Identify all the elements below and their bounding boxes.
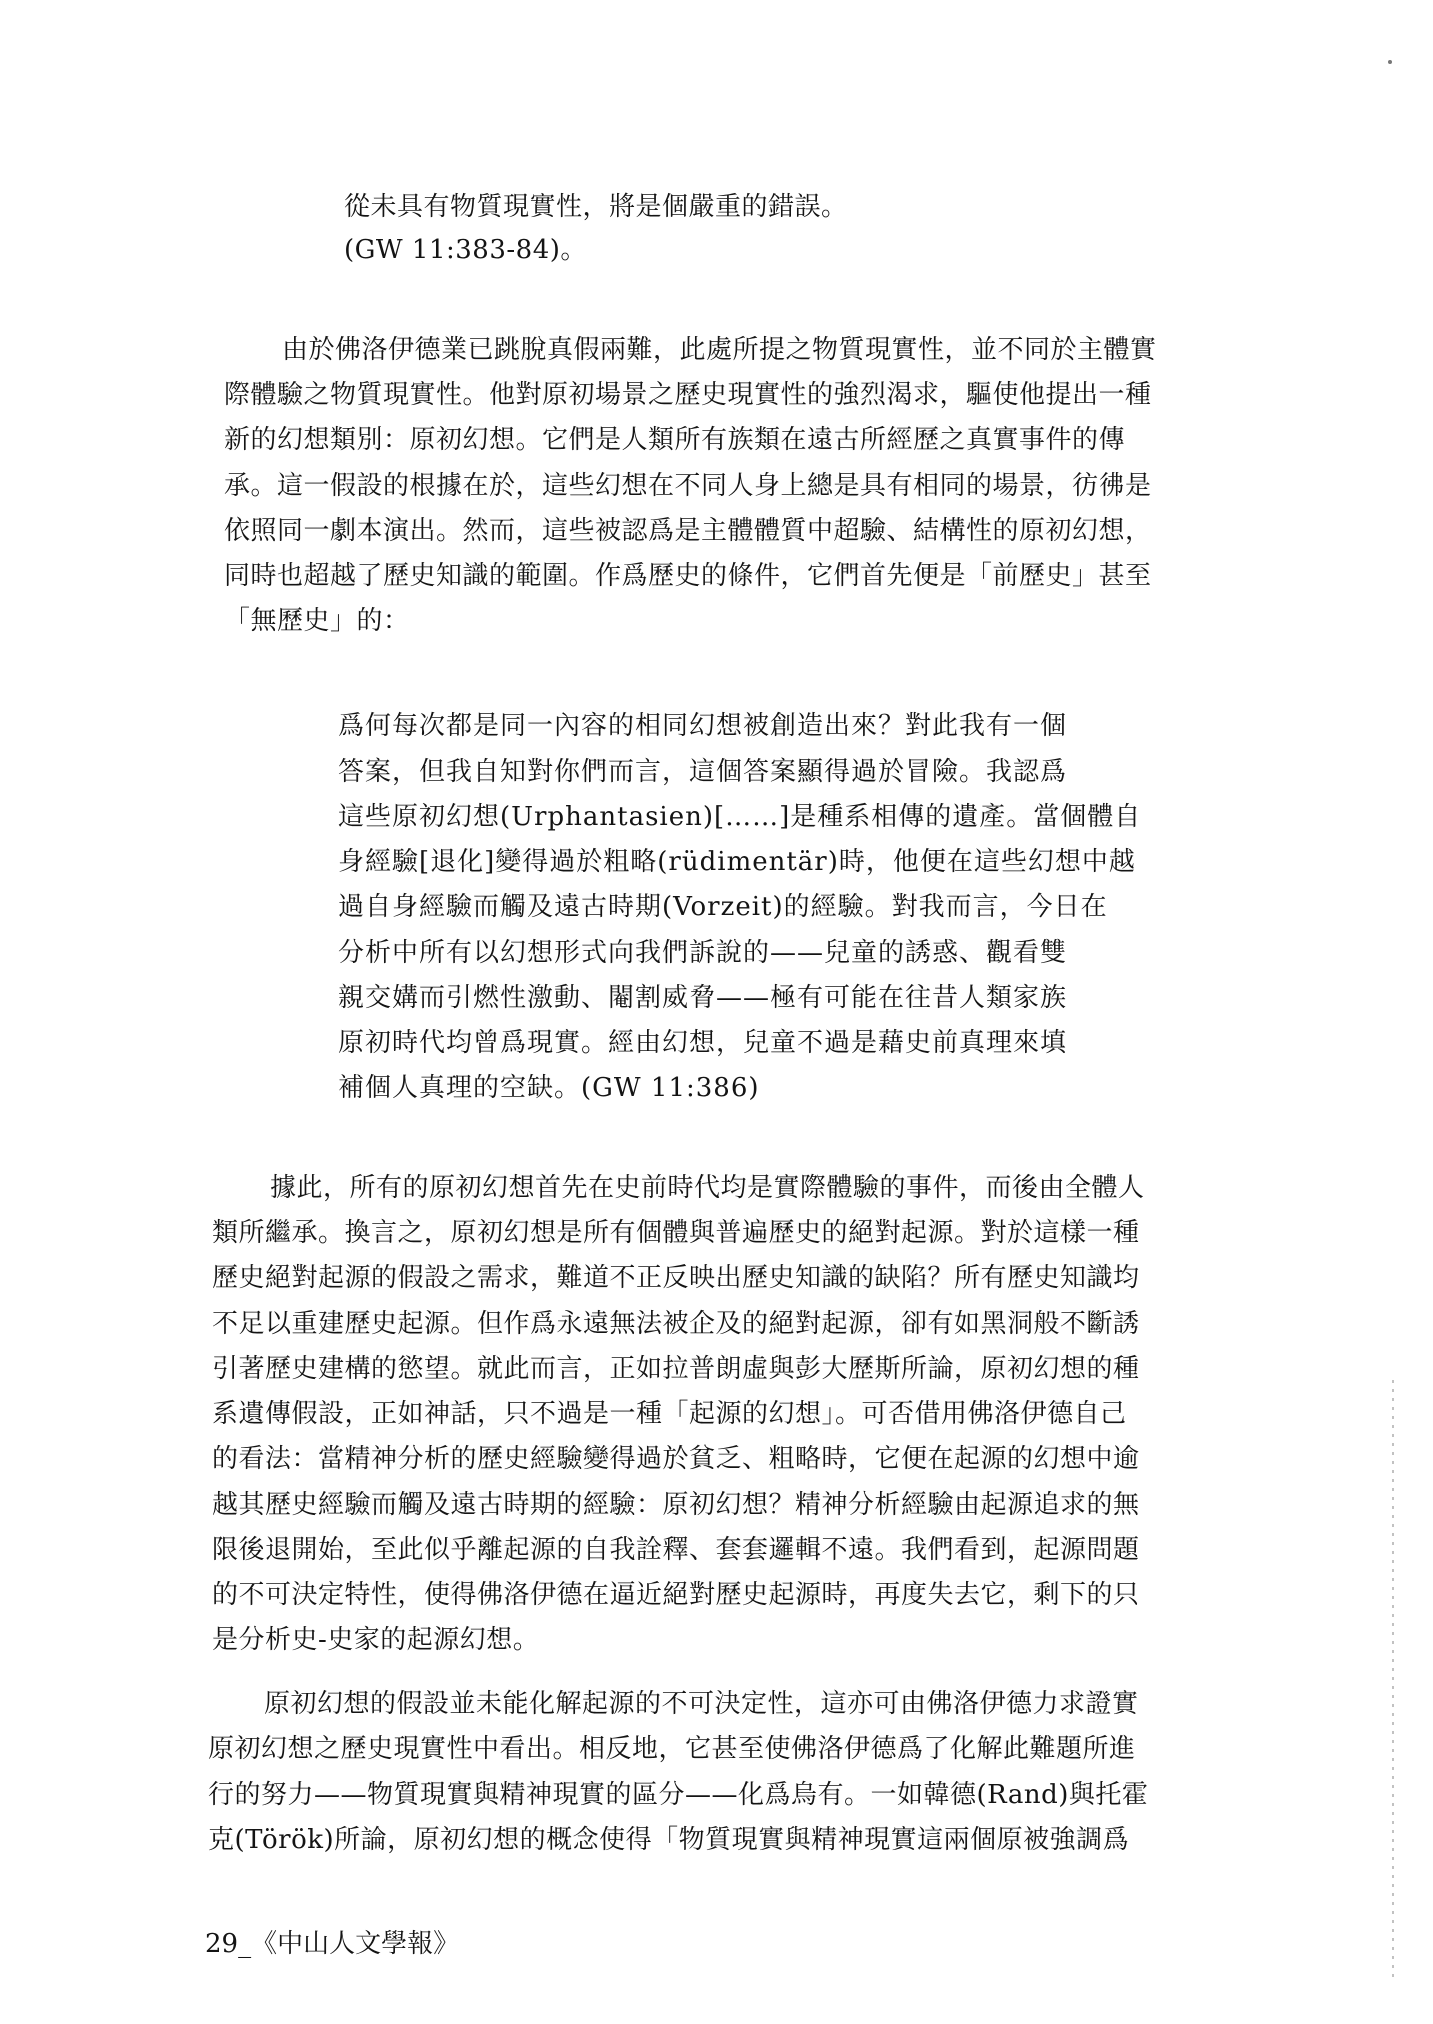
quote-line: 補個人真理的空缺。(GW 11:386) [338, 1073, 760, 1103]
text-line: 類所繼承。換言之，原初幻想是所有個體與普遍歷史的絕對起源。對於這樣一種 [212, 1218, 1140, 1248]
text-line: 的不可決定特性，使得佛洛伊德在逼近絕對歷史起源時，再度失去它，剩下的只 [212, 1580, 1140, 1610]
quote-line: 這些原初幻想(Urphantasien)[……]是種系相傳的遺產。當個體自 [338, 802, 1142, 832]
text-line: 原初幻想之歷史現實性中看出。相反地，它甚至使佛洛伊德爲了化解此難題所進 [208, 1734, 1136, 1764]
text-line: 限後退開始，至此似乎離起源的自我詮釋、套套邏輯不遠。我們看到，起源問題 [212, 1535, 1140, 1565]
page-number: 29 [205, 1929, 239, 1959]
text-line: 是分析史-史家的起源幻想。 [212, 1625, 540, 1655]
quote-line: 分析中所有以幻想形式向我們訴說的——兒童的誘惑、觀看雙 [338, 938, 1068, 968]
quote-line: 從未具有物質現實性，將是個嚴重的錯誤。 [344, 192, 848, 222]
scan-edge-mark [1392, 1380, 1394, 1980]
text-line: 由於佛洛伊德業已跳脫真假兩難，此處所提之物質現實性，並不同於主體實 [282, 335, 1157, 365]
text-line: 際體驗之物質現實性。他對原初場景之歷史現實性的強烈渴求，驅使他提出一種 [224, 380, 1152, 410]
quote-line: 爲何每次都是同一內容的相同幻想被創造出來？對此我有一個 [338, 711, 1068, 741]
text-line: 行的努力——物質現實與精神現實的區分——化爲烏有。一如韓德(Rand)與托霍 [208, 1780, 1149, 1810]
scan-dot-mark [1388, 60, 1392, 64]
journal-title: 《中山人文學報》 [251, 1929, 460, 1959]
text-line: 不足以重建歷史起源。但作爲永遠無法被企及的絕對起源，卻有如黑洞般不斷誘 [212, 1309, 1140, 1339]
quote-line: 身經驗[退化]變得過於粗略(rüdimentär)時，他便在這些幻想中越 [338, 847, 1136, 877]
quote-line: 答案，但我自知對你們而言，這個答案顯得過於冒險。我認爲 [338, 757, 1068, 787]
text-line: 引著歷史建構的慾望。就此而言，正如拉普朗虛與彭大歷斯所論，原初幻想的種 [212, 1354, 1140, 1384]
quote-line: 原初時代均曾爲現實。經由幻想，兒童不過是藉史前真理來填 [338, 1028, 1068, 1058]
citation: (GW 11:383-84)。 [344, 235, 587, 265]
text-line: 系遺傳假設，正如神話，只不過是一種「起源的幻想」。可否借用佛洛伊德自己 [212, 1399, 1127, 1429]
text-line: 承。這一假設的根據在於，這些幻想在不同人身上總是具有相同的場景，彷彿是 [224, 471, 1152, 501]
text-line: 同時也超越了歷史知識的範圍。作爲歷史的條件，它們首先便是「前歷史」甚至 [224, 561, 1152, 591]
page-footer [205, 1924, 459, 1964]
quote-line: 親交媾而引燃性激動、閹割威脅——極有可能在往昔人類家族 [338, 983, 1068, 1013]
text-line: 原初幻想的假設並未能化解起源的不可決定性，這亦可由佛洛伊德力求證實 [264, 1689, 1139, 1719]
text-line: 「無歷史」的： [224, 606, 410, 636]
text-line: 歷史絕對起源的假設之需求，難道不正反映出歷史知識的缺陷？所有歷史知識均 [212, 1263, 1140, 1293]
quote-line: 過自身經驗而觸及遠古時期(Vorzeit)的經驗。對我而言，今日在 [338, 892, 1108, 922]
text-line: 據此，所有的原初幻想首先在史前時代均是實際體驗的事件，而後由全體人 [270, 1173, 1145, 1203]
text-line: 的看法：當精神分析的歷史經驗變得過於貧乏、粗略時，它便在起源的幻想中逾 [212, 1444, 1140, 1474]
footer-separator: _ [238, 1929, 252, 1959]
text-line: 新的幻想類別：原初幻想。它們是人類所有族類在遠古所經歷之真實事件的傳 [224, 425, 1126, 455]
text-line: 克(Török)所論，原初幻想的概念使得「物質現實與精神現實這兩個原被強調爲 [208, 1825, 1130, 1855]
text-line: 依照同一劇本演出。然而，這些被認爲是主體體質中超驗、結構性的原初幻想， [224, 516, 1152, 546]
text-line: 越其歷史經驗而觸及遠古時期的經驗：原初幻想？精神分析經驗由起源追求的無 [212, 1490, 1140, 1520]
